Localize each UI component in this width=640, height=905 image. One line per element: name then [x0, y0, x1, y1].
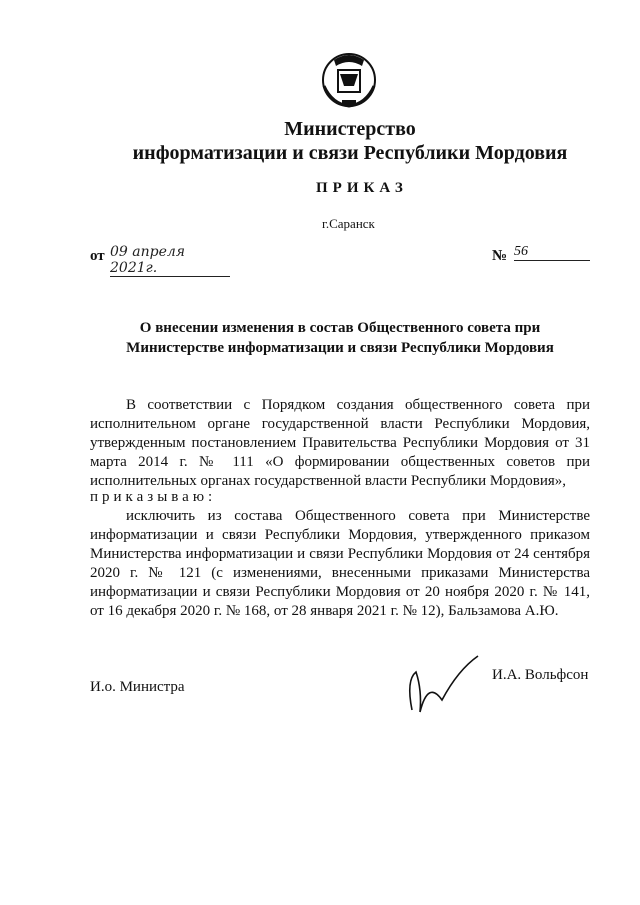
city: г.Саранск: [322, 216, 375, 231]
coat-of-arms-icon: [316, 46, 382, 112]
document-type: ПРИКАЗ: [316, 180, 408, 196]
number-handwritten: 56: [514, 244, 590, 261]
signatory-title: И.о. Министра: [90, 679, 185, 695]
ministry-name-line2: информатизации и связи Республики Мордовия: [132, 142, 568, 164]
date-handwritten: 09 апреля 2021г.: [110, 244, 230, 277]
number-prefix: №: [492, 248, 508, 264]
body-paragraph-basis: В соответствии с Порядком создания общественного совета при исполнительном органе государственной власти Республики Мордовия, утвержденным постановлением Правительства Республики Мордовия от 31 марта 2014 г. № 111 «О формировании общественных советов при исполнительных органах государственной власти Республики Мордовия»,: [90, 397, 590, 489]
ministry-name-line1: Министерство: [284, 118, 416, 140]
signature-icon: [398, 650, 488, 720]
document-subject: О внесении изменения в состав Общественного совета при Министерстве информатизации и связи Республики Мордовия: [126, 320, 554, 356]
date-prefix: от: [90, 248, 105, 264]
signatory-name: И.А. Вольфсон: [492, 667, 589, 683]
body-order-word: приказываю:: [90, 489, 217, 505]
body-paragraph-decision: исключить из состава Общественного совета при Министерстве информатизации и связи Республики Мордовия, утвержденного приказом Министерства информатизации и связи Республики Мордовия от 24 сентября 2020 г. № 121 (с изменениями, внесенными приказами Министерства информатизации и связи Республики Мордовия от 20 ноября 2020 г. № 141, от 16 декабря 2020 г. № 168, от 28 января 2021 г. № 12), Бальзамова А.Ю.: [90, 508, 590, 619]
